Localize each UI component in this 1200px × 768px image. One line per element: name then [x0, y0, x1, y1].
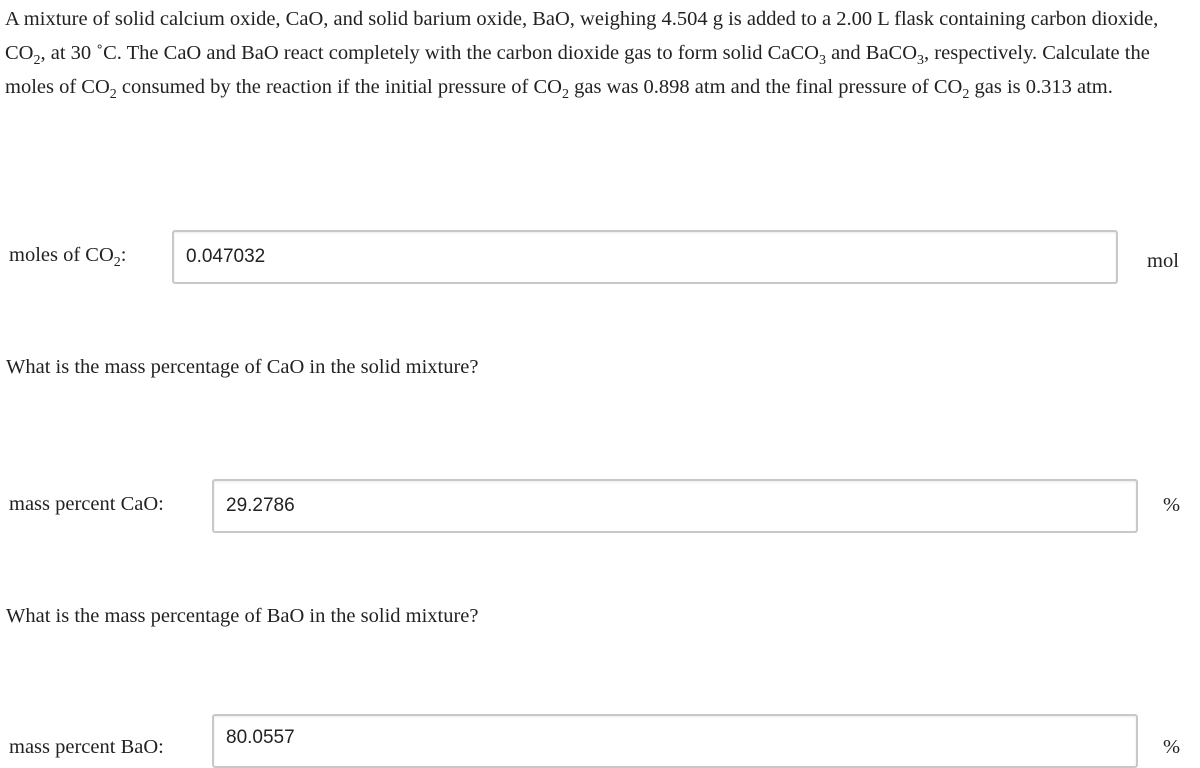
subscript: 2 [109, 87, 117, 102]
problem-text-3: and BaCO [825, 42, 918, 64]
bao-unit: % [1163, 736, 1181, 758]
problem-text-6: gas was 0.898 atm and the final pressure of CO [568, 76, 963, 98]
problem-text-7: gas is 0.313 atm. [969, 76, 1113, 98]
mass-percent-bao-label: mass percent BaO: [9, 736, 164, 758]
problem-text-4: , respectively. Calculate the moles of CO [5, 42, 1150, 98]
moles-label-text: moles of CO [9, 244, 114, 266]
subscript: 3 [818, 53, 826, 68]
subscript: 2 [561, 87, 569, 102]
moles-unit: mol [1147, 250, 1179, 272]
cao-unit: % [1163, 494, 1181, 516]
problem-statement [5, 2, 1195, 104]
mass-percent-cao-label: mass percent CaO: [9, 493, 164, 515]
question-bao: What is the mass percentage of BaO in the solid mixture? [6, 605, 479, 627]
problem-text-2: , at 30 ˚C. The CaO and BaO react completely with the carbon dioxide gas to form solid CaCO [40, 42, 819, 64]
subscript: 2 [33, 53, 41, 68]
moles-co2-label [9, 242, 126, 268]
subscript: 2 [113, 255, 121, 270]
problem-text-1: A mixture of solid calcium oxide, CaO, and solid barium oxide, BaO, weighing 4.504 g is added to a 2.00 L flask containing carbon dioxide, CO [5, 8, 1159, 64]
mass-percent-cao-input[interactable] [212, 479, 1138, 533]
mass-percent-bao-input[interactable] [212, 714, 1138, 768]
problem-text-5: consumed by the reaction if the initial pressure of CO [116, 76, 562, 98]
subscript: 3 [917, 53, 925, 68]
subscript: 2 [962, 87, 970, 102]
question-cao: What is the mass percentage of CaO in the solid mixture? [6, 356, 479, 378]
moles-co2-input[interactable] [172, 230, 1118, 284]
moles-label-colon: : [120, 244, 127, 266]
